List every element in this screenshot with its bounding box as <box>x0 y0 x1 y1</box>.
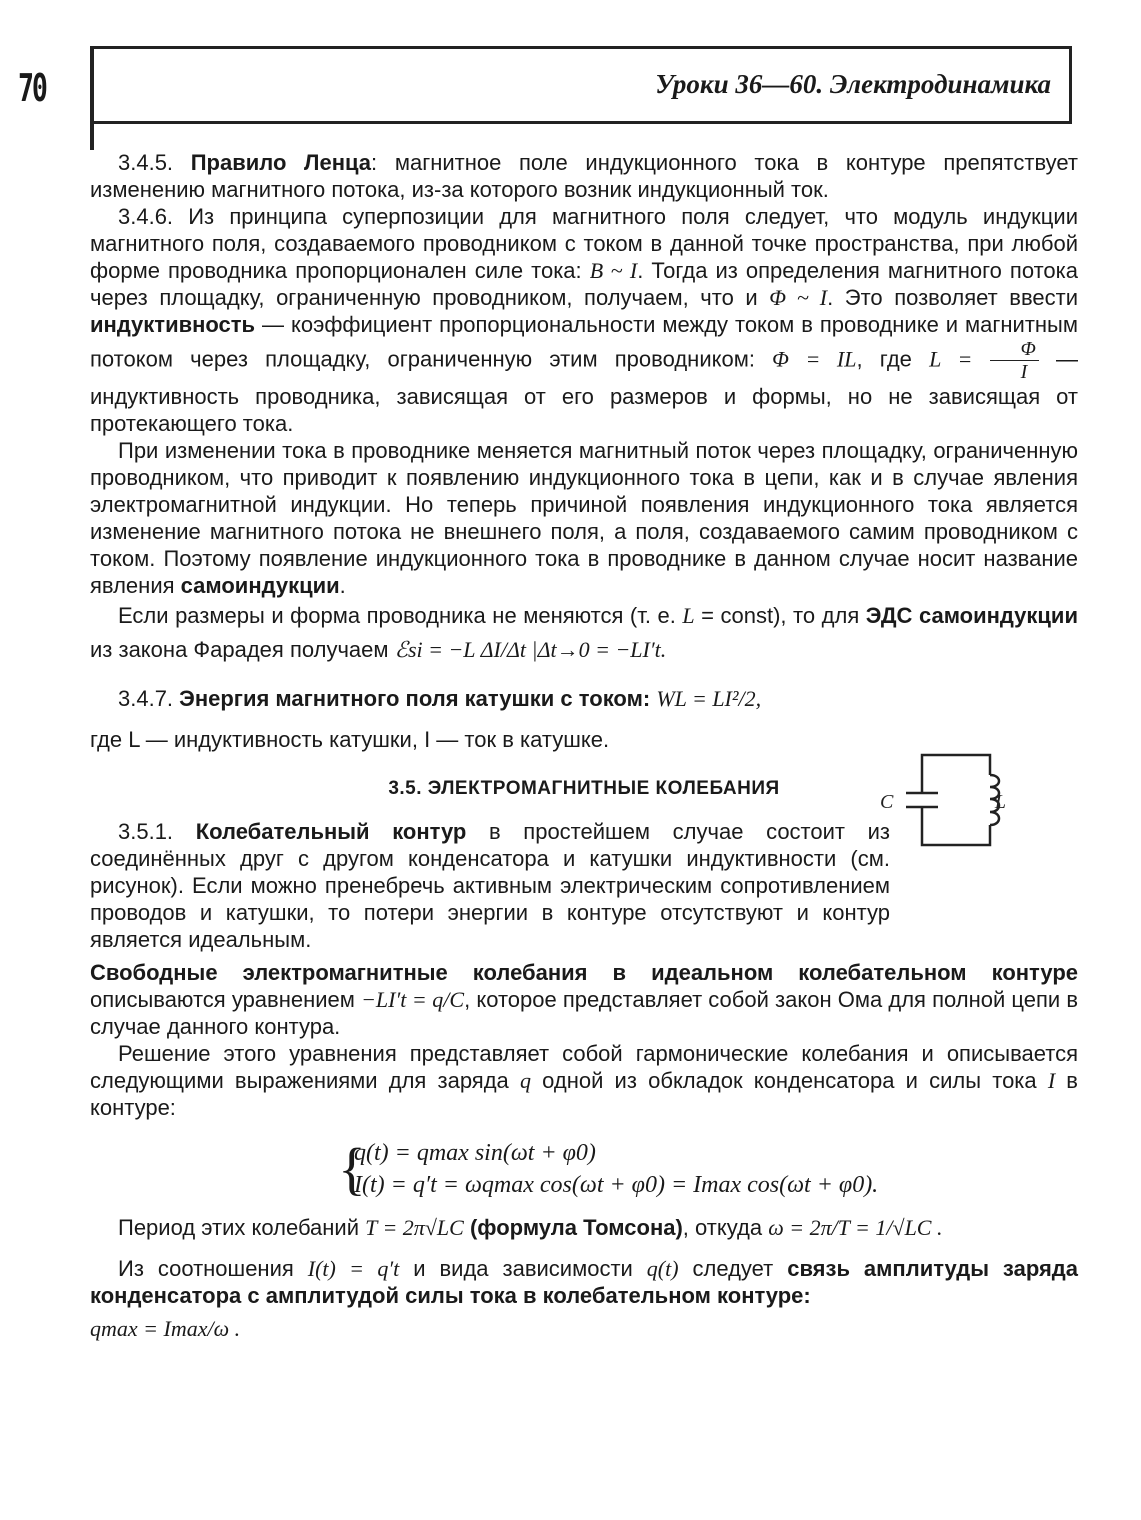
margin-rule <box>90 120 94 150</box>
paragraph-period: Период этих колебаний T = 2π√LC (формула Томсона), откуда ω = 2π/T = 1/√LC . <box>118 1215 943 1240</box>
lc-circuit-diagram <box>840 745 1006 855</box>
omega-formula: ω = 2π/T = 1/√LC . <box>768 1215 943 1240</box>
paragraph-emf: Если размеры и форма проводника не меняются (т. е. L = const), то для ЭДС самоиндукции из закона Фарадея получаем ℰsi = −L ΔI/Δt |Δt→0 = −LI′t. <box>90 603 1078 662</box>
inductance-fraction: $\frac{\Phi}{I}$ <box>990 338 1039 383</box>
emf-formula: ℰsi = −L ΔI/Δt |Δt→0 = −LI′t. <box>394 637 667 662</box>
header-title: Уроки 36—60. Электродинамика <box>655 69 1051 99</box>
paragraph-self-induction: При изменении тока в проводнике меняется магнитный поток через площадку, ограниченную проводником, что приводит к появлению индукционного тока в цепи, как и в случае явления электромагнитной индукции. Но теперь причиной появления индукционного тока является изменение магнитного потока не внешнего поля, а поля, создаваемого самим проводником с током. Поэтому появление индукционного тока в проводнике в данном случае носит название явления самоиндукции. <box>90 438 1078 598</box>
running-header <box>90 46 1072 124</box>
amplitude-formula: qmax = Imax/ω . <box>90 1316 241 1341</box>
paragraph-3-4-7-note: где L — индуктивность катушки, I — ток в катушке. <box>90 727 610 752</box>
paragraph-3-4-5: 3.4.5. Правило Ленца: магнитное поле индукционного тока в контуре препятствует изменению магнитного потока, из-за которого возник индукционный ток. <box>90 150 1078 202</box>
section-title: 3.5. ЭЛЕКТРОМАГНИТНЫЕ КОЛЕБАНИЯ <box>388 778 780 799</box>
system-brace: { <box>338 1136 366 1201</box>
thomson-formula: T = 2π√LC <box>365 1215 464 1240</box>
paragraph-3-5-1: 3.5.1. Колебательный контур в простейшем случае состоит из соединённых друг с другом конденсатора и катушки индуктивности (см. рисунок). Если можно пренебречь активным электрическим сопротивлением проводов и катушки, то потери энергии в контуре отсутствуют и контур является идеальным. <box>90 819 890 952</box>
paragraph-3-4-7: 3.4.7. Энергия магнитного поля катушки с током: WL = LI²/2, <box>118 686 762 711</box>
energy-formula: WL = LI²/2, <box>656 686 762 711</box>
capacitor-label: C <box>880 791 894 813</box>
paragraph-free-oscillations: Свободные электромагнитные колебания в идеальном колебательном контуре описываются уравнением −LI′t = q/C, которое представляет собой закон Ома для полной цепи в случае данного контура. <box>90 960 1079 1039</box>
paragraph-amplitude: Из соотношения I(t) = q′t и вида зависимости q(t) следует связь амплитуды заряда конденсатора с амплитудой силы тока в колебательном контуре: <box>90 1256 1079 1308</box>
oscillation-equation: −LI′t = q/C <box>361 987 465 1012</box>
circuit-wire-top <box>922 755 990 793</box>
equation-charge: q(t) = qmax sin(ωt + φ0) <box>354 1140 596 1166</box>
inductor-label: L <box>994 791 1006 813</box>
equation-current: I(t) = q′t = ωqmax cos(ωt + φ0) = Imax cos(ωt + φ0). <box>354 1172 879 1198</box>
circuit-wire-bottom <box>922 807 990 845</box>
paragraph-3-4-6: 3.4.6. Из принципа суперпозиции для магнитного поля следует, что модуль индукции магнитного поля, создаваемого проводником с током в данной точке пространства, при любой форме проводника пропорционален силе тока: B ~ I. Тогда из определения магнитного потока через площадку, ограниченную проводником, получаем, что и Φ ~ I. Это позволяет ввести индуктивность — коэффициент пропорциональности между током в проводнике и магнитным потоком через площадку, ограниченную этим проводником: Φ = IL, где L = $\frac{\Phi}{I}$ — индуктивность проводника, зависящая от его размеров и формы, но не зависящая от протекающего тока. <box>90 204 1079 436</box>
equation-system <box>338 1136 1078 1201</box>
page-number: 70 <box>18 66 46 110</box>
paragraph-solution: Решение этого уравнения представляет собой гармонические колебания и описывается следующими выражениями для заряда q одной из обкладок конденсатора и силы тока I в контуре: <box>90 1041 1078 1120</box>
